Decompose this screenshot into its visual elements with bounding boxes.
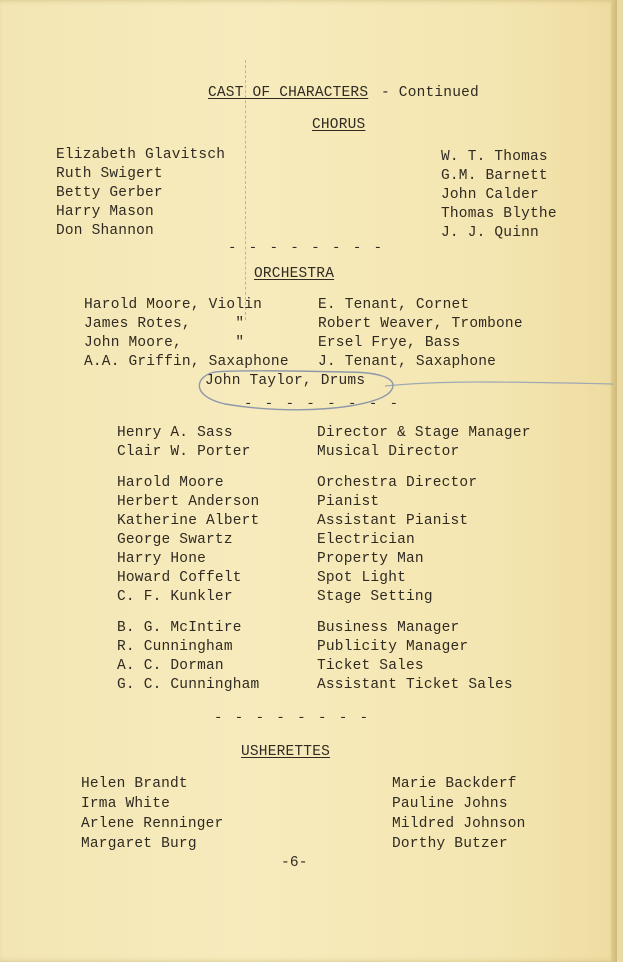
staff-name: Herbert Anderson <box>117 494 260 510</box>
staff-name: R. Cunningham <box>117 639 233 655</box>
staff-role: Spot Light <box>317 570 407 586</box>
staff-role: Orchestra Director <box>317 475 478 491</box>
chorus-member: Thomas Blythe <box>441 206 557 222</box>
usherette-name: Mildred Johnson <box>392 816 526 832</box>
staff-role: Director & Stage Manager <box>317 425 531 441</box>
staff-name: Henry A. Sass <box>117 425 233 441</box>
chorus-member: G.M. Barnett <box>441 168 548 184</box>
usherette-name: Irma White <box>81 796 171 812</box>
orchestra-member: James Rotes, " <box>84 316 245 332</box>
chorus-member: W. T. Thomas <box>441 149 548 165</box>
staff-name: G. C. Cunningham <box>117 677 260 693</box>
orchestra-member: Harold Moore, Violin <box>84 297 263 313</box>
chorus-member: J. J. Quinn <box>441 225 539 241</box>
section-separator: - - - - - - - - <box>244 396 401 412</box>
continued-label: - Continued <box>381 85 479 101</box>
staff-name: Clair W. Porter <box>117 444 251 460</box>
orchestra-drums: John Taylor, Drums <box>205 373 366 389</box>
chorus-member: Ruth Swigert <box>56 166 163 182</box>
staff-name: Harold Moore <box>117 475 224 491</box>
orchestra-member: Robert Weaver, Trombone <box>318 316 523 332</box>
chorus-member: Betty Gerber <box>56 185 163 201</box>
usherettes-heading: USHERETTES <box>241 744 331 760</box>
usherette-name: Arlene Renninger <box>81 816 224 832</box>
chorus-member: Don Shannon <box>56 223 154 239</box>
staff-role: Pianist <box>317 494 380 510</box>
chorus-member: John Calder <box>441 187 539 203</box>
usherette-name: Helen Brandt <box>81 776 188 792</box>
usherette-name: Pauline Johns <box>392 796 508 812</box>
chorus-member: Elizabeth Glavitsch <box>56 147 226 163</box>
usherette-name: Dorthy Butzer <box>392 836 508 852</box>
usherette-name: Marie Backderf <box>392 776 517 792</box>
staff-name: Harry Hone <box>117 551 207 567</box>
staff-role: Assistant Ticket Sales <box>317 677 513 693</box>
orchestra-heading: ORCHESTRA <box>254 266 335 282</box>
staff-name: C. F. Kunkler <box>117 589 233 605</box>
staff-role: Publicity Manager <box>317 639 469 655</box>
chorus-member: Harry Mason <box>56 204 154 220</box>
staff-name: Howard Coffelt <box>117 570 242 586</box>
staff-role: Assistant Pianist <box>317 513 469 529</box>
page-number: -6- <box>281 855 308 871</box>
orchestra-member: John Moore, " <box>84 335 245 351</box>
staff-role: Electrician <box>317 532 415 548</box>
section-separator: - - - - - - - - <box>214 710 371 726</box>
staff-name: B. G. McIntire <box>117 620 242 636</box>
staff-role: Stage Setting <box>317 589 433 605</box>
orchestra-member: J. Tenant, Saxaphone <box>318 354 497 370</box>
usherette-name: Margaret Burg <box>81 836 197 852</box>
staff-name: A. C. Dorman <box>117 658 224 674</box>
staff-name: Katherine Albert <box>117 513 260 529</box>
paper-edge <box>611 0 617 962</box>
staff-role: Property Man <box>317 551 424 567</box>
staff-role: Musical Director <box>317 444 460 460</box>
chorus-heading: CHORUS <box>312 117 366 133</box>
staff-role: Ticket Sales <box>317 658 424 674</box>
staff-role: Business Manager <box>317 620 460 636</box>
orchestra-member: E. Tenant, Cornet <box>318 297 470 313</box>
section-separator: - - - - - - - - <box>228 240 385 256</box>
staff-name: George Swartz <box>117 532 233 548</box>
cast-title: CAST OF CHARACTERS <box>208 85 369 101</box>
orchestra-member: Ersel Frye, Bass <box>318 335 461 351</box>
orchestra-member: A.A. Griffin, Saxaphone <box>84 354 289 370</box>
